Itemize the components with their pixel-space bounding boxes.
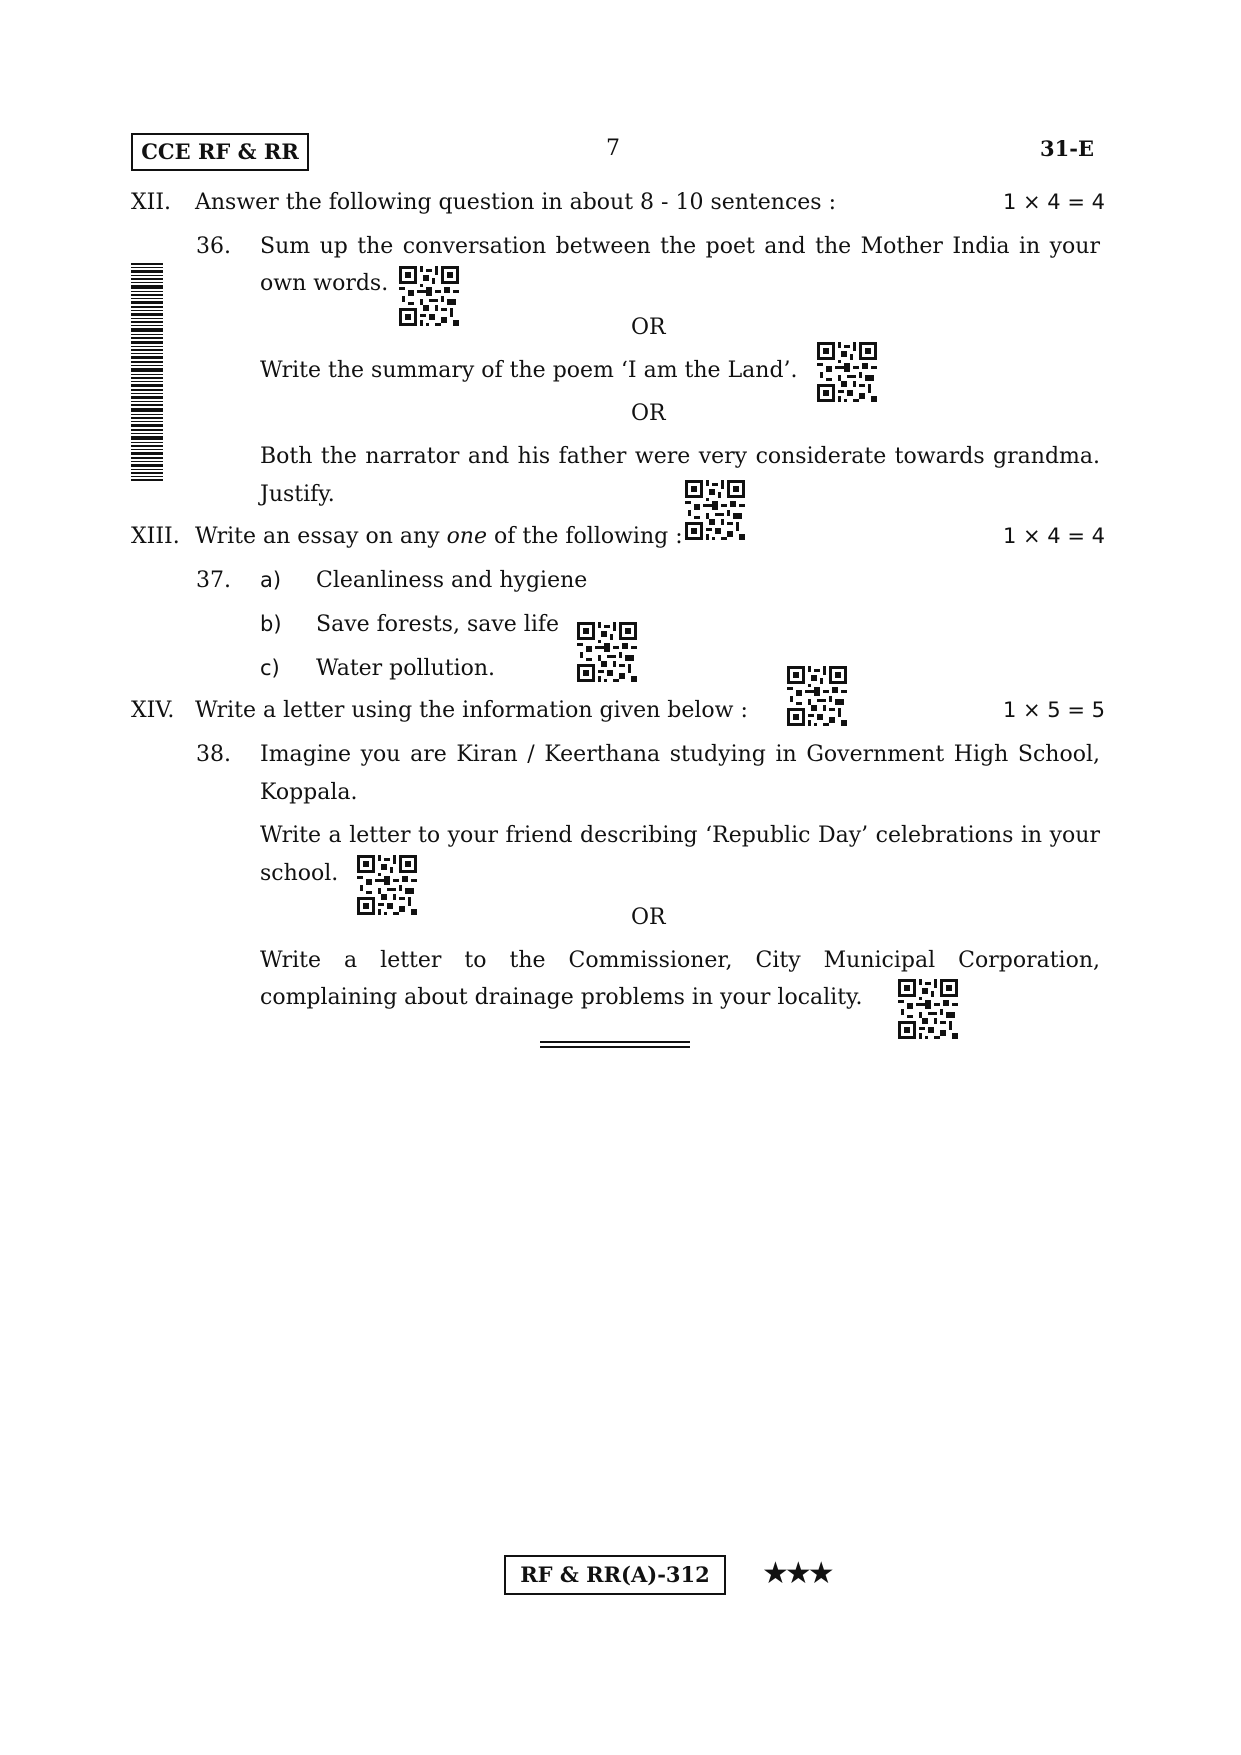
qr-code-icon [577,622,637,682]
q36-or-1: OR [631,315,666,340]
instruction-text: of the following : [487,524,683,549]
section-numeral-xii: XII. [131,190,172,215]
q36-option3-line2: Justify. [260,482,335,507]
barcode-image [131,263,163,481]
qr-code-icon [817,342,877,402]
instruction-text: Write an essay on any [195,524,447,549]
q38-option2-line1: Write a letter to the Commissioner, City Municipal Corporation, [260,948,1100,973]
paper-code: 31-E [1040,136,1094,161]
q37-option-label: c) [260,656,280,680]
qr-code-icon [357,855,417,915]
q38-option1-line1: Write a letter to your friend describing ‘Republic Day’ celebrations in your [260,823,1100,848]
q36-or-2: OR [631,401,666,426]
qr-code-icon [399,266,459,326]
q38-option2-line2: complaining about drainage problems in your locality. [260,985,863,1010]
section-instruction-xii: Answer the following question in about 8 - 10 sentences : [195,190,836,215]
q36-option1-line1: Sum up the conversation between the poet and the Mother India in your [260,234,1100,259]
section-marks-xii: 1 × 4 = 4 [1003,190,1105,214]
section-instruction-xiv: Write a letter using the information given below : [195,698,748,723]
q38-intro-line1: Imagine you are Kiran / Keerthana studying in Government High School, [260,742,1100,767]
q36-option3-line1: Both the narrator and his father were very considerate towards grandma. [260,444,1100,469]
q37-option-label: a) [260,568,282,592]
q36-option1-line2: own words. [260,271,389,296]
q38-intro-line2: Koppala. [260,780,358,805]
section-marks-xiii: 1 × 4 = 4 [1003,524,1105,548]
q37-option-label: b) [260,612,282,636]
section-marks-xiv: 1 × 5 = 5 [1003,698,1105,722]
footer-code-box: RF & RR(A)-312 [504,1555,726,1595]
q36-option2: Write the summary of the poem ‘I am the Land’. [260,358,798,383]
q38-or: OR [631,905,666,930]
question-number-38: 38. [196,742,231,767]
header-code-box: CCE RF & RR [131,133,309,171]
section-instruction-xiii [195,524,683,549]
question-number-37: 37. [196,568,231,593]
footer-stars-icon: ★★★ [762,1556,831,1591]
end-rule-top [540,1041,690,1043]
qr-code-icon [898,979,958,1039]
page-number: 7 [606,136,620,161]
question-number-36: 36. [196,234,231,259]
end-rule-bottom [540,1046,690,1048]
q37-option-text: Water pollution. [316,656,496,681]
qr-code-icon [787,666,847,726]
section-numeral-xiii: XIII. [131,524,180,549]
section-numeral-xiv: XIV. [131,698,175,723]
q38-option1-line2: school. [260,861,339,886]
q37-option-text: Save forests, save life [316,612,560,637]
instruction-emphasis: one [446,524,487,549]
qr-code-icon [685,480,745,540]
q37-option-text: Cleanliness and hygiene [316,568,588,593]
